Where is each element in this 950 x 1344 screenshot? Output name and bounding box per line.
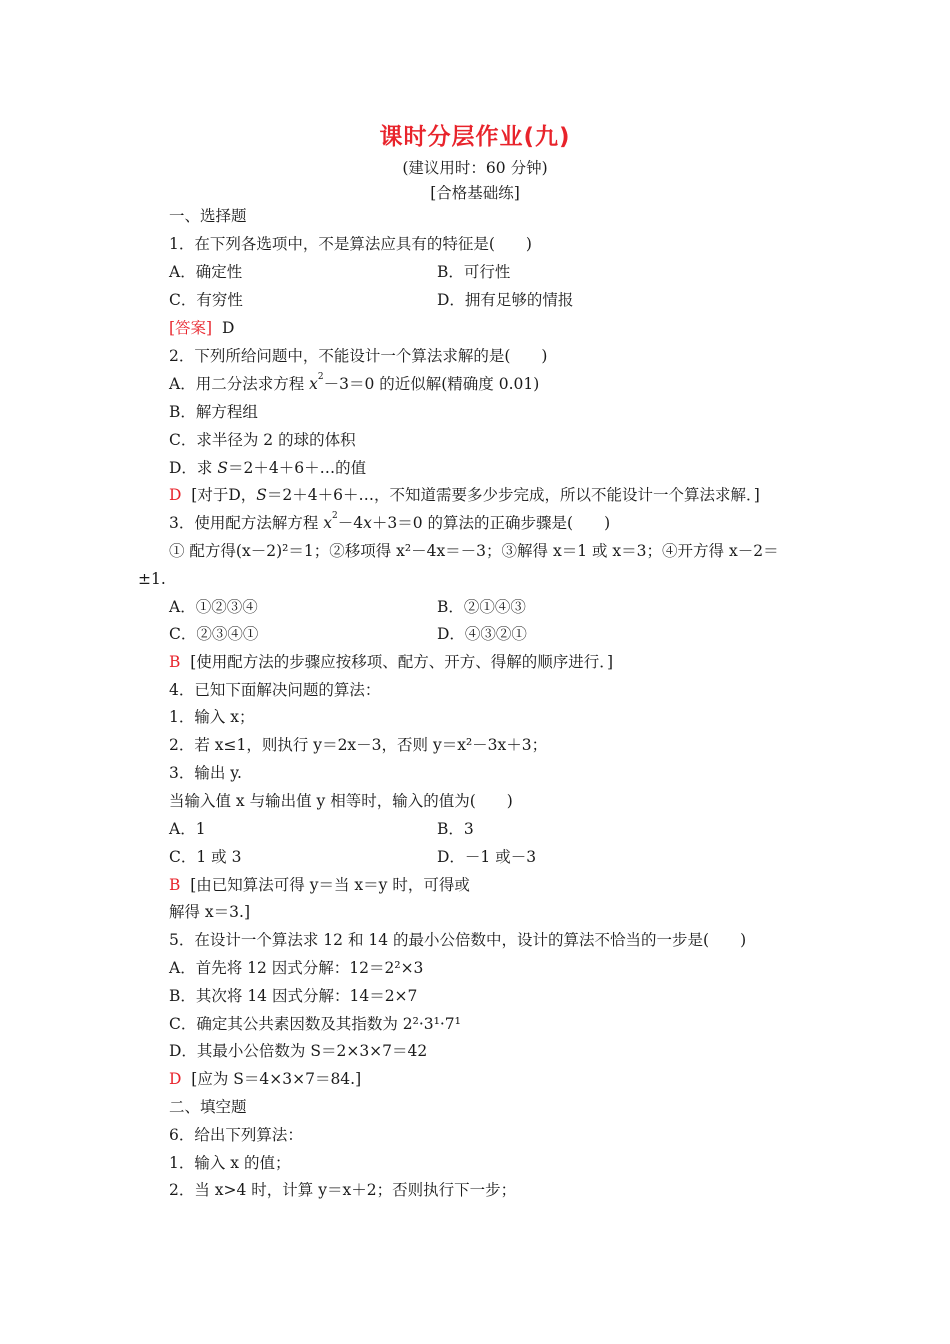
q4-option-a: A．1 xyxy=(169,820,206,838)
text: 3．使用配方法解方程 xyxy=(169,514,324,532)
text: [对于D， xyxy=(191,486,257,504)
q3-steps-line1: ① 配方得(x－2)²＝1；②移项得 x²－4x＝－3；③解得 x＝1 或 x＝3；④开方得 x－2＝ xyxy=(169,542,779,560)
q5-option-b: B．其次将 14 因式分解：14＝2×7 xyxy=(169,987,418,1005)
level-label: [合格基础练] xyxy=(430,184,520,202)
q3-steps-line2: ±1. xyxy=(138,570,166,588)
question-3-stem xyxy=(169,512,610,534)
q2-option-a xyxy=(169,373,539,395)
question-4-stem: 4．已知下面解决问题的算法： xyxy=(169,681,381,699)
q4-question: 当输入值 x 与输出值 y 相等时，输入的值为( ) xyxy=(169,792,513,810)
q2-option-b: B．解方程组 xyxy=(169,403,258,421)
q4-option-d: D．－1 或－3 xyxy=(437,848,537,866)
text: [应为 S＝4×3×7＝84.] xyxy=(191,1070,362,1088)
question-2-stem: 2．下列所给问题中，不能设计一个算法求解的是( ) xyxy=(169,347,548,365)
q5-answer xyxy=(169,1068,361,1090)
q4-answer xyxy=(169,874,470,896)
q4-answer-line2: 解得 x＝3.] xyxy=(169,903,251,921)
text: －3＝0 的近似解(精确度 0.01) xyxy=(323,375,540,393)
text: [由已知算法可得 y＝当 x＝y 时，可得或 xyxy=(190,876,470,894)
text: D．求 xyxy=(169,459,218,477)
answer-tag: [答案] xyxy=(169,319,213,337)
exponent: 2 xyxy=(332,511,338,521)
answer-letter: D xyxy=(169,486,182,504)
answer-letter: D xyxy=(221,319,235,337)
text: A．用二分法求方程 xyxy=(169,375,310,393)
q4-option-b: B．3 xyxy=(437,820,474,838)
section-heading-fill: 二、填空题 xyxy=(169,1098,247,1116)
answer-letter: B xyxy=(169,876,181,894)
q1-option-c: C．有穷性 xyxy=(169,291,243,309)
q3-option-d: D．④③②① xyxy=(437,625,527,643)
q3-answer xyxy=(169,651,613,673)
q4-step2: 2．若 x≤1，则执行 y＝2x－3，否则 y＝x²－3x＋3； xyxy=(169,736,548,754)
q5-option-d: D．其最小公倍数为 S＝2×3×7＝42 xyxy=(169,1042,428,1060)
time-hint: (建议用时：60 分钟) xyxy=(402,159,548,177)
variable: x xyxy=(323,514,333,532)
q2-option-c: C．求半径为 2 的球的体积 xyxy=(169,431,356,449)
q4-option-c: C．1 或 3 xyxy=(169,848,242,866)
answer-letter: B xyxy=(169,653,181,671)
q3-option-b: B．②①④③ xyxy=(437,598,526,616)
q5-option-a: A．首先将 12 因式分解：12＝2²×3 xyxy=(169,959,424,977)
question-6-stem: 6．给出下列算法： xyxy=(169,1126,303,1144)
q3-option-c: C．②③④① xyxy=(169,625,259,643)
variable: S xyxy=(256,486,267,504)
q4-step3: 3．输出 y. xyxy=(169,764,242,782)
variable: x xyxy=(309,375,318,393)
page-title: 课时分层作业(九) xyxy=(379,124,571,150)
q1-answer xyxy=(169,317,234,339)
variable: S xyxy=(217,459,228,477)
q1-option-a: A．确定性 xyxy=(169,263,243,281)
text: ＋3＝0 的算法的正确步骤是( ) xyxy=(371,514,611,532)
q1-option-b: B．可行性 xyxy=(437,263,511,281)
text: －4 xyxy=(337,514,364,532)
variable: x xyxy=(363,514,372,532)
q4-step1: 1．输入 x； xyxy=(169,708,255,726)
q5-option-c: C．确定其公共素因数及其指数为 2²·3¹·7¹ xyxy=(169,1015,461,1033)
section-heading-choice: 一、选择题 xyxy=(169,207,247,225)
text: [使用配方法的步骤应按移项、配方、开方、得解的顺序进行．] xyxy=(190,653,614,671)
q2-option-d xyxy=(169,457,366,479)
text: ＝2＋4＋6＋…的值 xyxy=(227,459,367,477)
exponent: 2 xyxy=(317,372,324,382)
q6-step1: 1．输入 x 的值； xyxy=(169,1154,291,1172)
answer-letter: D xyxy=(169,1070,182,1088)
q3-option-a: A．①②③④ xyxy=(169,598,258,616)
q1-option-d: D．拥有足够的情报 xyxy=(437,291,574,309)
text: ＝2＋4＋6＋…，不知道需要多少步完成，所以不能设计一个算法求解．] xyxy=(266,486,760,504)
q6-step2: 2．当 x>4 时，计算 y＝x＋2；否则执行下一步； xyxy=(169,1181,517,1199)
q2-answer xyxy=(169,484,760,506)
question-1-stem: 1．在下列各选项中，不是算法应具有的特征是( ) xyxy=(169,235,532,253)
question-5-stem: 5．在设计一个算法求 12 和 14 的最小公倍数中，设计的算法不恰当的一步是( ) xyxy=(169,931,747,949)
